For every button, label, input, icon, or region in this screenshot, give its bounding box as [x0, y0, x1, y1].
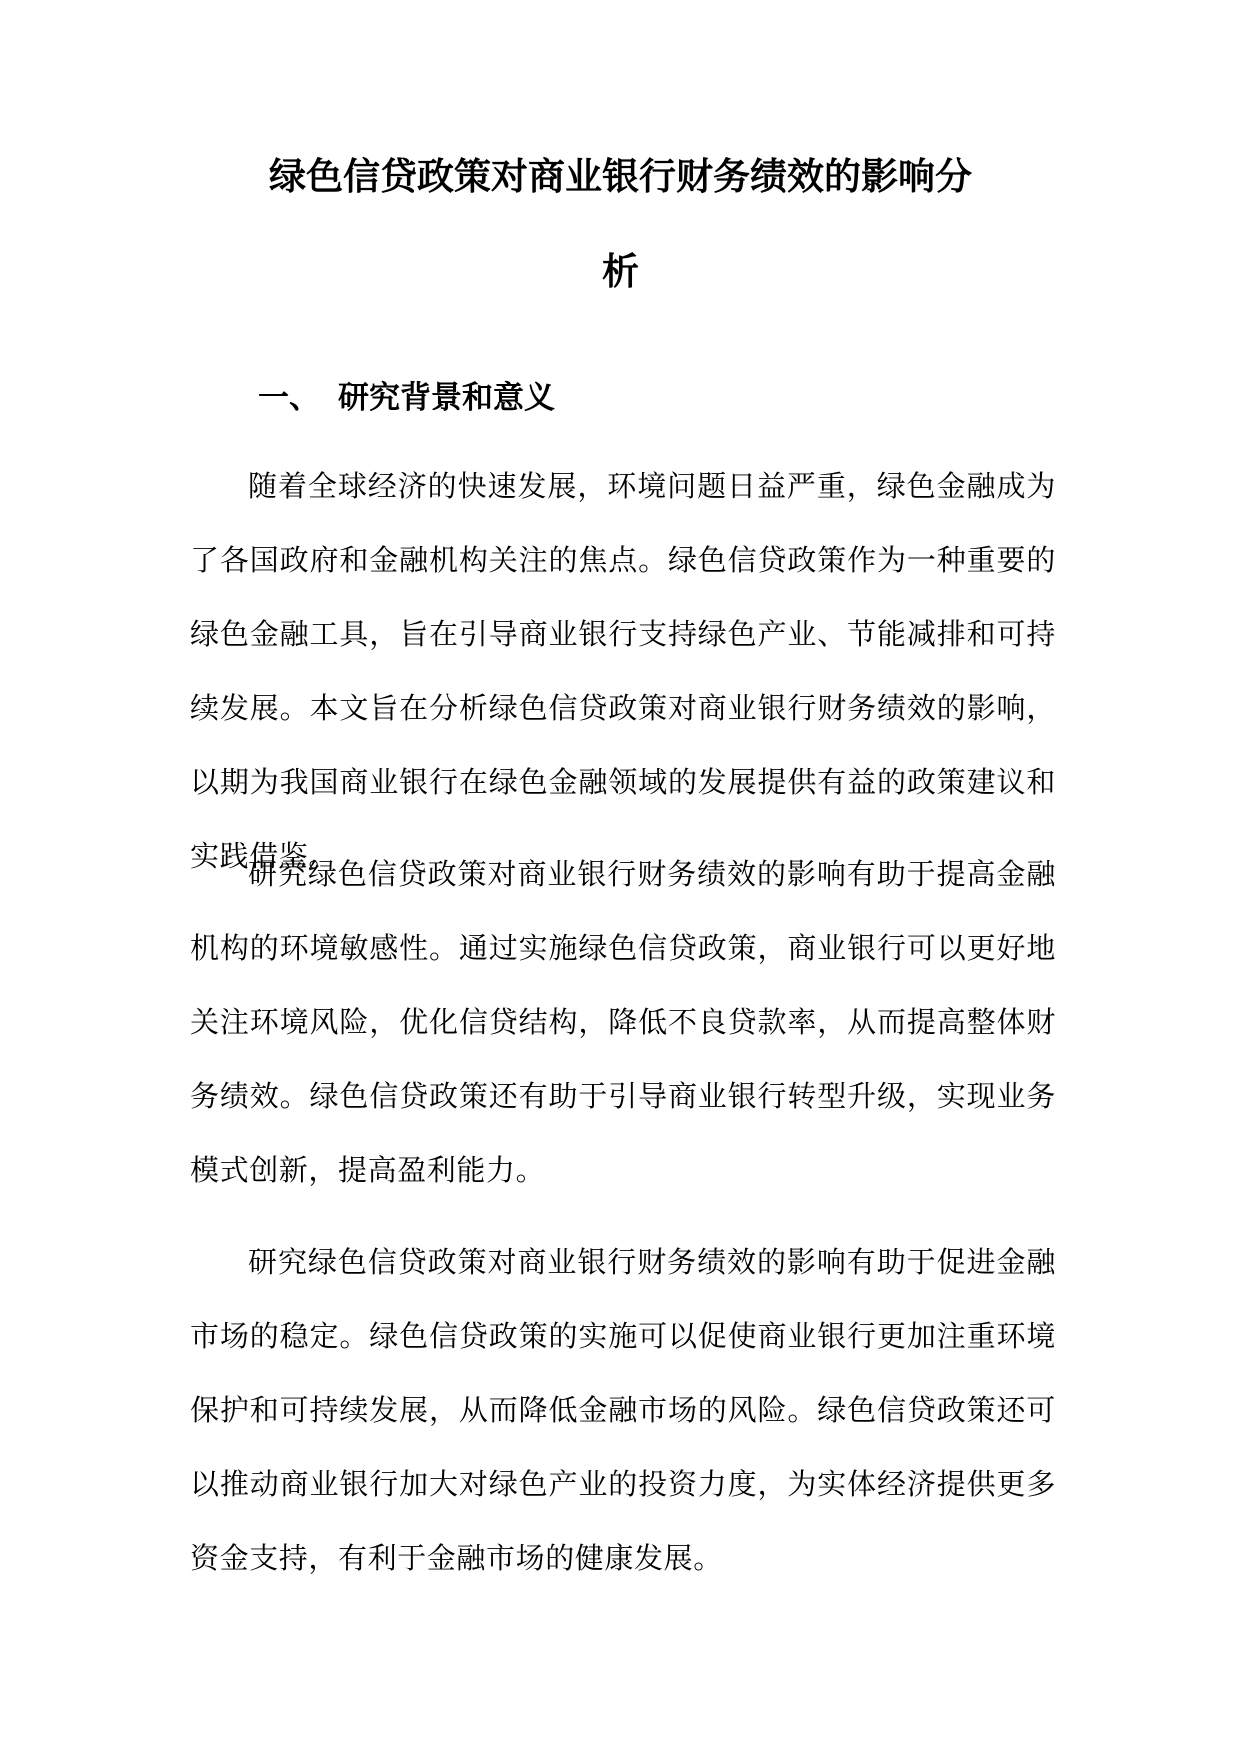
body-paragraph-2: 研究绿色信贷政策对商业银行财务绩效的影响有助于提高金融机构的环境敏感性。通过实施绿色信贷政策，商业银行可以更好地关注环境风险，优化信贷结构，降低不良贷款率，从而提高整体财务绩效。绿色信贷政策还有助于引导商业银行转型升级，实现业务模式创新，提高盈利能力。 [190, 857, 1056, 1187]
document-title-line-1: 绿色信贷政策对商业银行财务绩效的影响分 [269, 155, 972, 198]
section-heading [258, 380, 555, 416]
document-title-line-2: 析 [602, 250, 639, 293]
body-paragraph-1: 随着全球经济的快速发展，环境问题日益严重，绿色金融成为了各国政府和金融机构关注的焦点。绿色信贷政策作为一种重要的绿色金融工具，旨在引导商业银行支持绿色产业、节能减排和可持续发展。本文旨在分析绿色信贷政策对商业银行财务绩效的影响，以期为我国商业银行在绿色金融领域的发展提供有益的政策建议和实践借鉴。 [190, 469, 1056, 873]
section-heading-text: 研究背景和意义 [338, 380, 555, 416]
section-number: 一、 [258, 380, 320, 416]
body-paragraph-3: 研究绿色信贷政策对商业银行财务绩效的影响有助于促进金融市场的稳定。绿色信贷政策的实施可以促使商业银行更加注重环境保护和可持续发展，从而降低金融市场的风险。绿色信贷政策还可以推动商业银行加大对绿色产业的投资力度，为实体经济提供更多资金支持，有利于金融市场的健康发展。 [190, 1245, 1056, 1575]
